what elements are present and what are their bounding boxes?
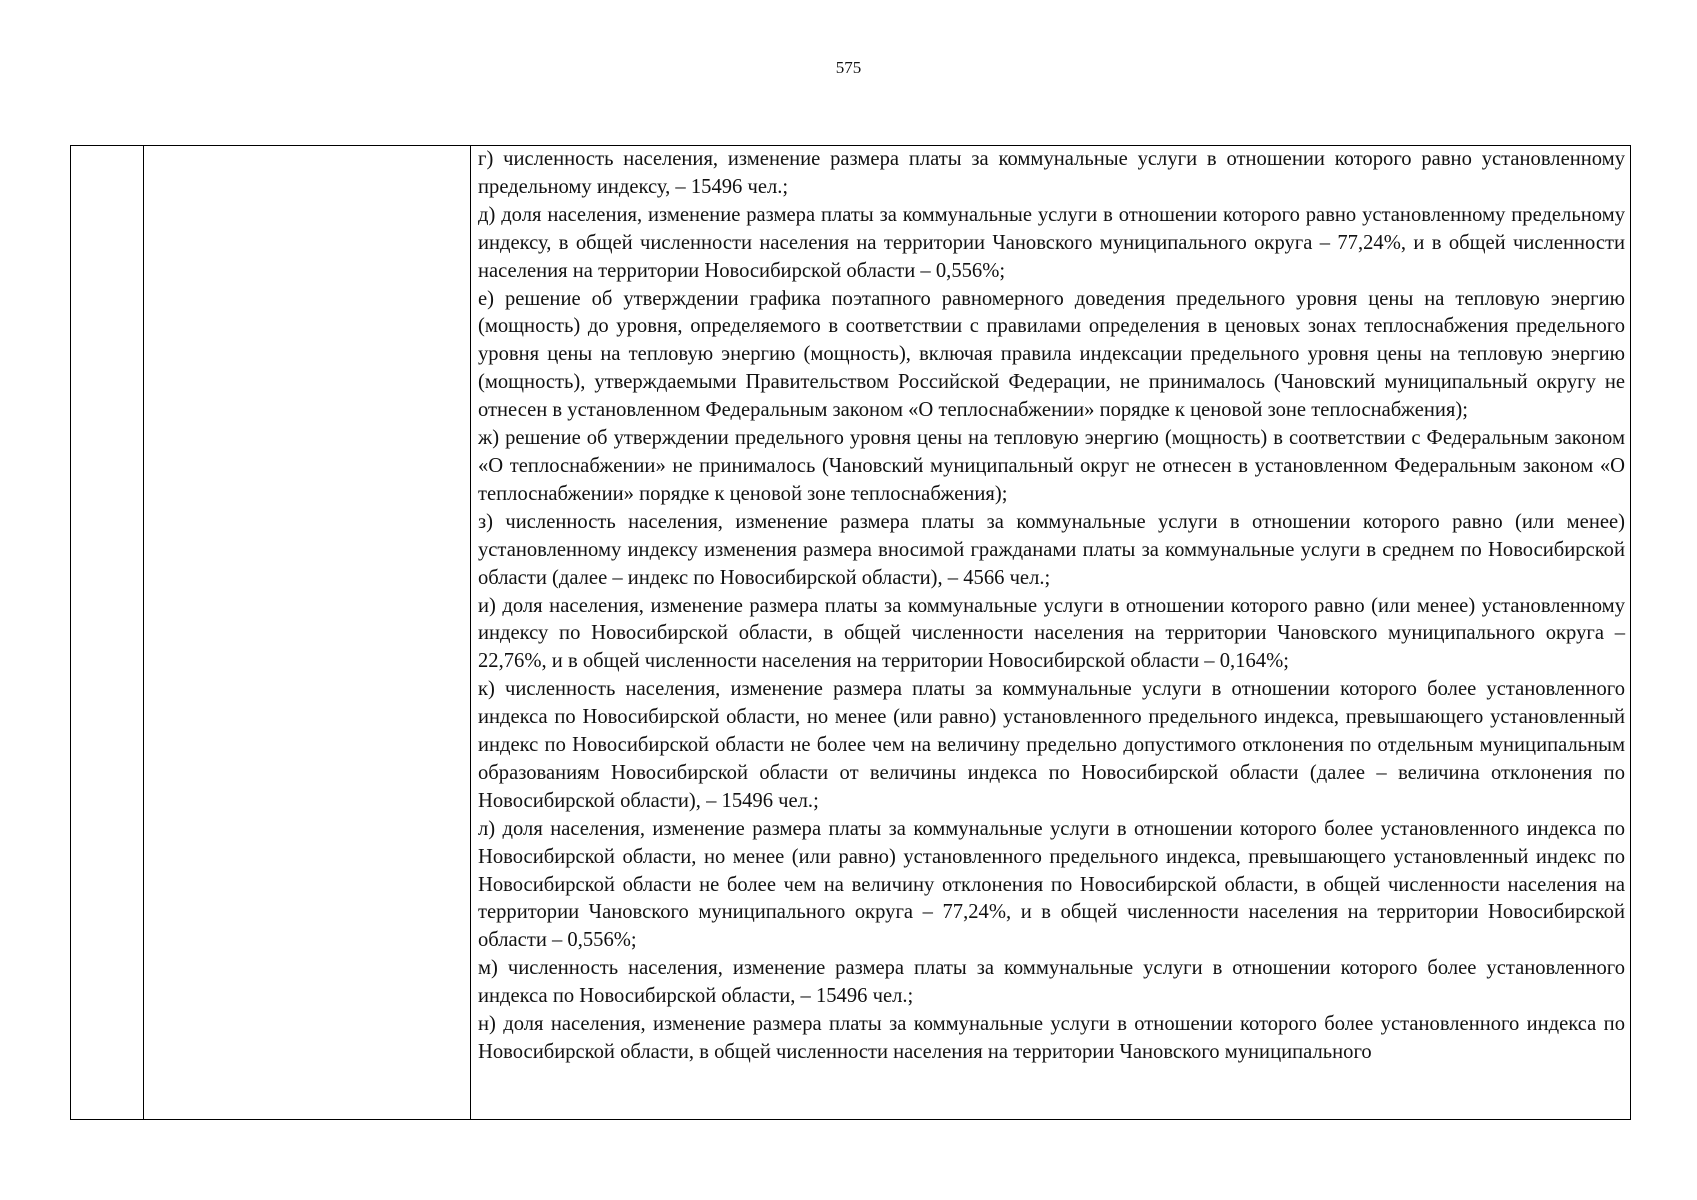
table-column-name: [144, 146, 471, 1119]
paragraph-z: з) численность населения, изменение размера платы за коммунальные услуги в отношении которого равно (или менее) установленному индексу изменения размера вносимой гражданами платы за коммунальные услуги в среднем по Новосибирской области (далее – индекс по Новосибирской области), – 4566 чел.;: [478, 510, 1625, 589]
paragraph-d: д) доля населения, изменение размера платы за коммунальные услуги в отношении которого равно установленному предельному индексу, в общей численности населения на территории Чановского муниципального округа – 77,24%, и в общей численности населения на территории Новосибирской области – 0,556%;: [478, 203, 1625, 282]
page-number: 575: [835, 58, 862, 77]
table-column-content: [471, 146, 1630, 1119]
paragraph-zh: ж) решение об утверждении предельного уровня цены на тепловую энергию (мощность) в соответствии с Федеральным законом «О теплоснабжении» не принималось (Чановский муниципальный округ не отнесен в установленном Федеральным законом «О теплоснабжении» порядке к ценовой зоне теплоснабжения);: [478, 427, 1625, 505]
table-column-number: [71, 146, 144, 1119]
paragraph-e: е) решение об утверждении графика поэтапного равномерного доведения предельного уровня цены на тепловую энергию (мощность) до уровня, определяемого в соответствии с правилами определения в ценовых зонах теплоснабжения предельного уровня цены на тепловую энергию (мощность), включая правила индексации предельного уровня цены на тепловую энергию (мощность), утверждаемыми Правительством Российской Федерации, не принималось (Чановский муниципальный округу не отнесен в установленном Федеральным законом «О теплоснабжении» порядке к ценовой зоне теплоснабжения);: [478, 287, 1625, 422]
paragraph-l: л) доля населения, изменение размера платы за коммунальные услуги в отношении которого более установленного индекса по Новосибирской области, но менее (или равно) установленного предельного индекса, превышающего установленный индекс по Новосибирской области не более чем на величину отклонения по Новосибирской области, в общей численности населения на территории Чановского муниципального округа – 77,24%, и в общей численности населения на территории Новосибирской области – 0,556%;: [478, 817, 1625, 952]
paragraph-k: к) численность населения, изменение размера платы за коммунальные услуги в отношении которого более установленного индекса по Новосибирской области, но менее (или равно) установленного предельного индекса, превышающего установленный индекс по Новосибирской области не более чем на величину предельно допустимого отклонения по отдельным муниципальным образованиям Новосибирской области от величины индекса по Новосибирской области (далее – величина отклонения по Новосибирской области), – 15496 чел.;: [478, 678, 1625, 812]
document-table: [70, 145, 1631, 1120]
paragraph-m: м) численность населения, изменение размера платы за коммунальные услуги в отношении которого более установленного индекса по Новосибирской области, – 15496 чел.;: [478, 957, 1625, 1008]
paragraph-i: и) доля населения, изменение размера платы за коммунальные услуги в отношении которого равно (или менее) установленному индексу по Новосибирской области, в общей численности населения на территории Чановского муниципального округа – 22,76%, и в общей численности населения на территории Новосибирской области – 0,164%;: [478, 594, 1625, 673]
paragraph-n: н) доля населения, изменение размера платы за коммунальные услуги в отношении которого более установленного индекса по Новосибирской области, в общей численности населения на территории Чановского муниципального: [478, 1013, 1625, 1063]
paragraph-g: г) численность населения, изменение размера платы за коммунальные услуги в отношении которого равно установленному предельному индексу, – 15496 чел.;: [478, 148, 1625, 198]
